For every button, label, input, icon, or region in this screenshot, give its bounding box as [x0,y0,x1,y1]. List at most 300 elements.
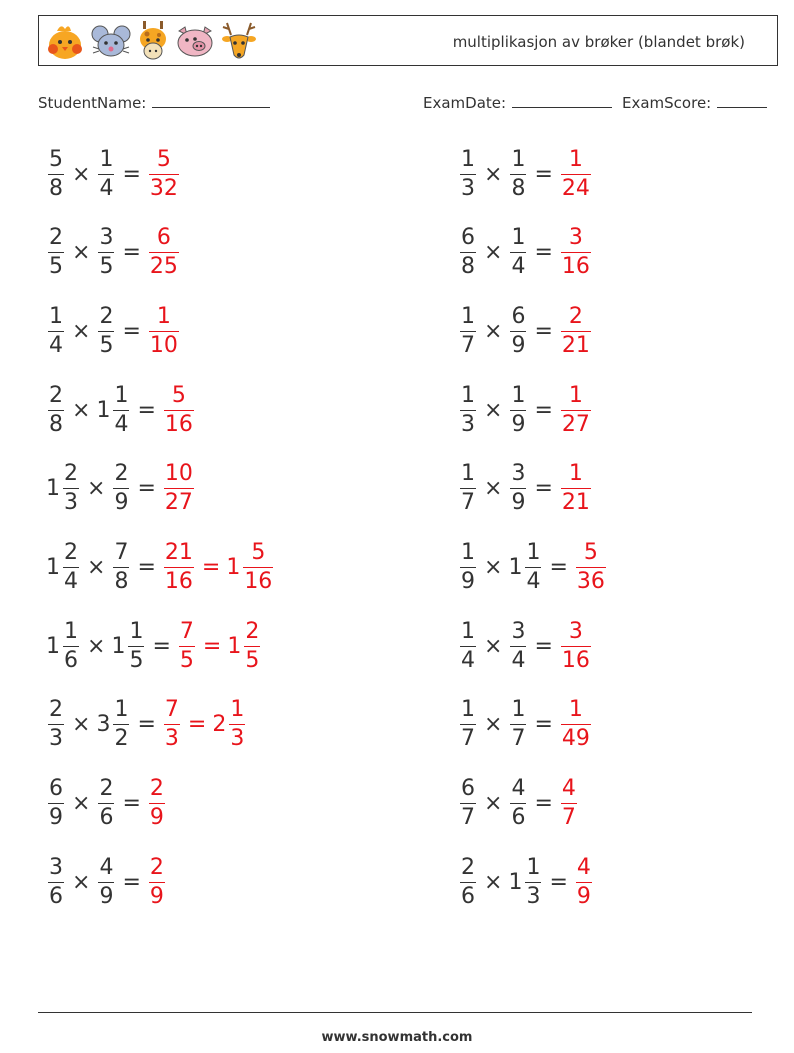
equals-sign: = [137,476,156,502]
chick-icon [43,19,87,63]
equals-sign: = [137,712,156,738]
fraction-stack [229,699,245,750]
equals-sign: = [534,633,553,659]
times-sign: × [484,161,503,187]
denominator: 5 [245,647,260,673]
answer [559,382,593,437]
mixed-number [46,618,81,673]
fraction-stack [460,382,476,437]
fraction-stack [164,699,180,750]
fraction-stack [576,542,606,593]
fraction [96,778,116,829]
numerator: 3 [49,854,63,880]
numerator: 1 [114,697,129,723]
fraction [458,463,478,514]
pig-icon [173,19,217,63]
denominator: 7 [461,805,475,831]
fraction [111,463,131,514]
times-sign: × [87,555,106,580]
numerator: 1 [64,618,78,644]
numerator: 6 [156,225,171,251]
fraction [508,618,528,673]
denominator: 4 [99,175,114,201]
denominator: 9 [461,569,475,594]
denominator: 21 [561,490,590,516]
answer [177,618,262,673]
whole-part: 1 [227,633,242,659]
fraction-stack [561,382,591,437]
denominator: 27 [561,411,590,437]
problem-7 [46,375,196,445]
fraction-stack [561,146,591,201]
numerator: 3 [99,225,114,251]
fraction-stack [460,463,476,514]
fraction [458,778,478,829]
fraction [458,618,478,673]
numerator: 1 [511,697,526,723]
numerator: 1 [511,225,526,251]
fraction-stack [149,778,165,829]
numerator: 2 [64,461,78,487]
mixed-number [227,618,262,673]
equals-sign: = [201,555,221,580]
fraction [162,542,196,593]
fraction-stack [128,618,144,673]
fraction-stack [113,699,129,750]
equals-sign: = [152,633,171,659]
fraction-stack [561,618,591,673]
fraction [46,227,66,278]
fraction [508,146,528,201]
denominator: 6 [49,883,63,909]
denominator: 9 [99,883,114,909]
numerator: 6 [49,776,63,802]
fraction [162,699,182,750]
problem-11 [46,533,275,603]
fraction [111,542,131,593]
equals-sign: = [534,318,553,344]
times-sign: × [72,791,91,817]
numerator: 2 [114,461,129,487]
times-sign: × [484,476,503,502]
fraction-stack [460,542,476,593]
mixed-number [111,618,146,673]
mixed-number [46,542,81,593]
denominator: 16 [561,254,590,280]
numerator: 2 [49,225,63,251]
whole-part: 1 [508,869,523,895]
denominator: 9 [511,411,526,437]
denominator: 9 [511,490,526,516]
numerator: 4 [511,776,526,802]
answer [147,854,167,909]
problem-3 [46,218,181,288]
fraction [162,463,196,514]
whole-part: 1 [226,555,241,580]
numerator: 1 [511,382,526,408]
exam-date-label: ExamDate: [423,94,507,112]
answer [162,699,247,750]
answer [559,463,593,514]
problem-6 [458,296,593,366]
problem-20 [458,847,594,917]
numerator: 2 [149,854,164,880]
fraction-stack [98,146,114,201]
equals-sign: = [534,240,553,266]
deer-icon [219,19,259,63]
denominator: 9 [49,805,63,831]
fraction-stack [164,542,194,593]
numerator: 2 [245,618,260,644]
numerator: 5 [251,540,266,565]
fraction-stack [510,227,526,278]
answer [162,382,196,437]
fraction [46,303,66,358]
fraction [147,303,181,358]
fraction-stack [460,699,476,750]
mixed-number [96,699,131,750]
mixed-number [508,854,543,909]
fraction-stack [113,463,129,514]
exam-date-blank[interactable] [512,93,612,108]
denominator: 49 [561,726,590,752]
fraction [559,227,593,278]
mixed-number [226,542,275,593]
problem-4 [458,218,593,288]
times-sign: × [72,240,91,266]
denominator: 9 [114,490,129,516]
denominator: 4 [49,332,63,358]
times-sign: × [484,633,503,659]
fraction [559,699,593,750]
numerator: 6 [461,225,475,251]
fraction-stack [510,303,526,358]
fraction-stack [243,542,273,593]
worksheet-title: multiplikasjon av brøker (blandet brøk) [452,33,745,51]
fraction-stack [149,303,179,358]
fraction [574,542,608,593]
numerator: 21 [164,540,193,565]
denominator: 5 [99,254,114,280]
answer [559,227,593,278]
times-sign: × [484,240,503,266]
denominator: 7 [461,490,475,516]
denominator: 8 [511,175,526,201]
numerator: 1 [461,382,475,408]
answer [574,854,594,909]
fraction-stack [48,146,64,201]
times-sign: × [484,869,503,895]
fraction-stack [510,382,526,437]
numerator: 1 [129,618,144,644]
fraction [46,854,66,909]
problem-5 [46,296,181,366]
denominator: 24 [561,175,590,201]
numerator: 2 [99,776,114,802]
numerator: 3 [511,461,526,487]
denominator: 5 [99,332,114,358]
numerator: 2 [64,540,78,565]
fraction-stack [561,303,591,358]
fraction-stack [63,542,79,593]
denominator: 3 [49,726,63,752]
fraction [508,778,528,829]
equals-sign: = [534,476,553,502]
times-sign: × [87,476,106,502]
fraction-stack [561,699,591,750]
denominator: 5 [49,254,63,280]
numerator: 7 [164,697,179,723]
problem-9 [46,454,196,524]
denominator: 16 [561,647,590,673]
numerator: 1 [568,697,583,723]
denominator: 21 [561,332,590,358]
exam-score-blank[interactable] [717,93,767,108]
numerator: 7 [114,540,129,565]
fraction-stack [460,854,476,909]
fraction-stack [179,618,195,673]
times-sign: × [484,397,503,423]
fraction [458,227,478,278]
times-sign: × [72,712,91,738]
denominator: 8 [114,569,129,594]
fraction [458,542,478,593]
answer [147,778,167,829]
equals-sign: = [534,161,553,187]
times-sign: × [87,633,106,659]
fraction [46,778,66,829]
times-sign: × [484,555,503,580]
answer [559,618,593,673]
fraction-stack [164,382,194,437]
answer [559,146,593,201]
fraction [46,382,66,437]
whole-part: 1 [46,633,60,659]
denominator: 27 [164,490,193,516]
whole-part: 3 [96,712,111,738]
fraction [458,854,478,909]
fraction-stack [525,542,541,593]
denominator: 7 [561,805,576,831]
denominator: 16 [164,569,193,594]
fraction [177,618,197,673]
fraction [96,146,116,201]
denominator: 10 [149,332,178,358]
answer [147,227,181,278]
numerator: 2 [99,303,114,329]
fraction-stack [561,778,577,829]
fraction [458,303,478,358]
student-name-label: StudentName: [38,94,147,112]
numerator: 1 [230,697,245,723]
equals-sign: = [137,397,156,423]
numerator: 1 [461,618,475,644]
denominator: 3 [64,490,78,516]
denominator: 3 [461,411,475,437]
numerator: 1 [568,382,583,408]
fraction [574,854,594,909]
denominator: 3 [230,726,245,752]
giraffe-icon [135,19,171,63]
fraction [96,854,116,909]
fraction-stack [98,227,114,278]
numerator: 2 [461,854,475,880]
numerator: 6 [461,776,475,802]
fraction-stack [48,227,64,278]
fraction-stack [460,227,476,278]
denominator: 7 [461,332,475,358]
denominator: 9 [576,883,591,909]
answer [147,146,181,201]
times-sign: × [72,318,91,344]
fraction [508,227,528,278]
problem-10 [458,454,593,524]
denominator: 5 [179,647,194,673]
fraction-stack [561,463,591,514]
times-sign: × [484,712,503,738]
numerator: 1 [461,146,475,172]
denominator: 16 [164,411,193,437]
exam-score-field [622,93,767,112]
times-sign: × [72,397,91,423]
fraction [559,303,593,358]
numerator: 4 [561,776,576,802]
answer [574,542,608,593]
denominator: 4 [461,647,475,673]
equals-sign: = [202,633,222,659]
fraction-stack [98,854,114,909]
numerator: 1 [99,146,114,172]
numerator: 10 [164,461,193,487]
denominator: 36 [576,569,605,594]
fraction [458,699,478,750]
fraction-stack [48,778,64,829]
fraction [46,146,66,201]
numerator: 1 [49,303,63,329]
numerator: 5 [583,540,598,565]
denominator: 3 [164,726,179,752]
answer [559,699,593,750]
fraction-stack [510,463,526,514]
equals-sign: = [534,397,553,423]
denominator: 9 [149,883,164,909]
numerator: 2 [149,776,164,802]
numerator: 1 [568,146,583,172]
numerator: 4 [99,854,114,880]
denominator: 8 [49,175,63,201]
equals-sign: = [187,712,207,738]
numerator: 1 [526,540,541,565]
fraction-stack [460,303,476,358]
equals-sign: = [122,318,141,344]
fraction [147,854,167,909]
fraction-stack [561,227,591,278]
problem-12 [458,533,608,603]
fraction-stack [164,463,194,514]
problem-2 [458,139,593,209]
denominator: 6 [461,883,475,909]
fraction [162,382,196,437]
fraction-stack [113,542,129,593]
fraction [458,146,478,201]
fraction [559,618,593,673]
fraction-stack [98,778,114,829]
denominator: 5 [129,647,144,673]
numerator: 1 [461,303,475,329]
problem-15 [46,690,247,760]
mixed-number [96,382,131,437]
fraction [458,382,478,437]
fraction [96,227,116,278]
equals-sign: = [549,869,568,895]
fraction-stack [510,699,526,750]
times-sign: × [484,791,503,817]
numerator: 2 [568,303,583,329]
denominator: 8 [461,254,475,280]
fraction-stack [63,618,79,673]
fraction-stack [149,854,165,909]
whole-part: 2 [212,712,227,738]
equals-sign: = [122,791,141,817]
fraction-stack [510,618,526,673]
equals-sign: = [534,712,553,738]
problem-1 [46,139,181,209]
fraction-stack [63,463,79,514]
numerator: 6 [511,303,526,329]
numerator: 5 [49,146,63,172]
whole-part: 1 [46,555,60,580]
denominator: 32 [149,175,178,201]
fraction-stack [113,382,129,437]
whole-part: 1 [46,476,60,502]
fraction-stack [149,227,179,278]
student-name-blank[interactable] [152,93,270,108]
answer [559,778,579,829]
fraction-stack [510,146,526,201]
student-name-field [38,93,270,112]
denominator: 3 [526,883,541,909]
denominator: 4 [64,569,78,594]
fraction-stack [149,146,179,201]
fraction [46,699,66,750]
numerator: 3 [568,618,583,644]
answer [162,463,196,514]
equals-sign: = [122,869,141,895]
whole-part: 1 [508,555,523,580]
fraction-stack [510,778,526,829]
problem-17 [46,769,167,839]
numerator: 1 [461,697,475,723]
denominator: 16 [244,569,273,594]
numerator: 3 [568,225,583,251]
denominator: 8 [49,411,63,437]
denominator: 2 [114,726,129,752]
whole-part: 1 [111,633,126,659]
denominator: 4 [511,647,526,673]
problem-19 [46,847,167,917]
answer [147,303,181,358]
exam-date-field [423,93,612,112]
fraction-stack [48,854,64,909]
footer-url: www.snowmath.com [321,1030,473,1045]
footer-divider [38,1012,752,1013]
fraction-stack [98,303,114,358]
fraction-stack [460,618,476,673]
numerator: 1 [461,461,475,487]
fraction [559,778,579,829]
fraction-stack [48,303,64,358]
problem-13 [46,611,262,681]
